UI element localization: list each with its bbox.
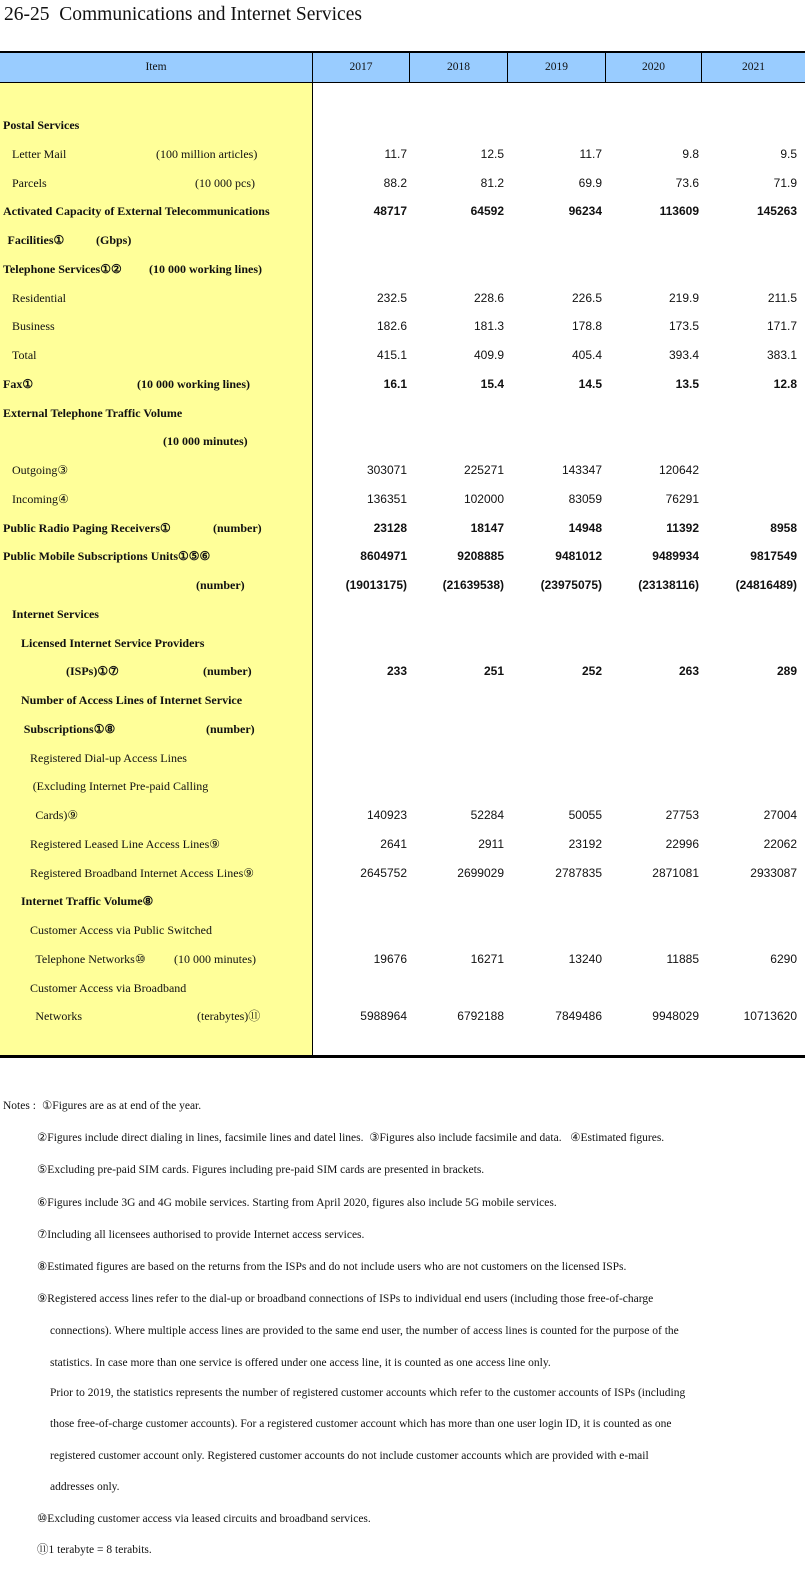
cell-2019: 9481012: [555, 549, 602, 564]
table-row: [0, 259, 805, 279]
cell-2020: 393.4: [668, 348, 699, 362]
cell-2018: 251: [483, 664, 504, 679]
row-label: Total: [12, 348, 37, 362]
cell-2021: 383.1: [766, 348, 797, 362]
cell-2021: 211.5: [767, 290, 797, 305]
table-row: [0, 288, 805, 308]
table-row: [0, 518, 805, 538]
cell-2019: 405.4: [571, 348, 602, 362]
header-year-2021: 2021: [742, 61, 765, 73]
cell-2020: 73.6: [675, 175, 699, 190]
cell-2018: 12.5: [480, 146, 504, 161]
table-row: [0, 374, 805, 394]
note-line: those free-of-charge customer accounts). For a registered customer account which has more than one user login ID, it is counted as one: [50, 1418, 672, 1430]
row-label: Activated Capacity of External Telecommunications: [3, 204, 270, 219]
note-line: ⑦Including all licensees authorised to provide Internet access services.: [37, 1229, 365, 1241]
cell-2021: 27004: [763, 808, 797, 822]
table-row: [0, 115, 805, 135]
table-row: [0, 978, 805, 998]
row-label: Subscriptions①⑧: [23, 721, 116, 736]
row-label: Registered Leased Line Access Lines⑨: [30, 836, 221, 851]
row-label: Telephone Networks⑩: [35, 951, 146, 966]
note-line: ⑥Figures include 3G and 4G mobile services. Starting from April 2020, figures also include 5G mobile services.: [37, 1197, 557, 1209]
cell-2017: 233: [386, 664, 407, 679]
cell-2021: 6290: [770, 951, 797, 966]
table-row: [0, 144, 805, 164]
row-label: Internet Traffic Volume⑧: [21, 894, 154, 909]
cell-2020: 27753: [665, 808, 699, 822]
table-row: [0, 431, 805, 451]
cell-2019: (23975075): [540, 578, 602, 592]
note-line: Prior to 2019, the statistics represents the number of registered customer accounts which refer to the customer accounts of ISPs (including: [50, 1387, 686, 1399]
table-row: [0, 460, 805, 480]
cell-2020: 11392: [666, 520, 699, 535]
page-title: 26-25 Communications and Internet Services: [4, 4, 362, 25]
header-year-2018: 2018: [447, 61, 470, 73]
table-row: [0, 805, 805, 825]
row-label: Number of Access Lines of Internet Service: [21, 693, 243, 707]
cell-2017: 8604971: [360, 549, 407, 564]
table-row: [0, 345, 805, 365]
row-unit: (10 000 working lines): [137, 376, 251, 391]
header-year-2020: 2020: [642, 61, 665, 73]
cell-2020: 173.5: [668, 319, 699, 334]
row-unit: (number): [206, 721, 255, 736]
table-row: [0, 489, 805, 509]
header-divider: [0, 82, 805, 83]
table-row: [0, 863, 805, 883]
cell-2018: 225271: [463, 463, 504, 477]
cell-2020: 13.5: [675, 376, 699, 391]
cell-2017: (19013175): [345, 578, 407, 592]
row-label: Customer Access via Broadband: [30, 980, 187, 995]
table-row: [0, 690, 805, 710]
row-label: Internet Services: [12, 606, 99, 621]
cell-2017: 182.6: [376, 319, 407, 334]
cell-2017: 88.2: [383, 175, 407, 190]
cell-2019: 13240: [568, 951, 602, 966]
row-unit: (10 000 minutes): [163, 434, 248, 449]
table-row: [0, 173, 805, 193]
header-divider-2021: [701, 53, 702, 83]
cell-2021: 12.8: [773, 376, 797, 391]
cell-2019: 96234: [568, 204, 602, 219]
row-label: Public Radio Paging Receivers①: [3, 520, 171, 535]
row-label: Licensed Internet Service Providers: [21, 635, 205, 650]
row-label: Registered Broadband Internet Access Lines⑨: [30, 865, 255, 880]
row-label: Public Mobile Subscriptions Units①⑤⑥: [3, 549, 211, 564]
note-line: addresses only.: [50, 1481, 120, 1493]
cell-2019: 23192: [568, 836, 602, 851]
cell-2017: 415.1: [376, 348, 407, 362]
table-row: [0, 748, 805, 768]
header-divider-2019: [507, 53, 508, 83]
row-unit: (10 000 minutes): [174, 951, 256, 966]
cell-2020: 263: [678, 664, 699, 679]
cell-2020: 9948029: [652, 1009, 699, 1024]
cell-2018: 15.4: [480, 376, 504, 391]
row-label: Incoming④: [12, 491, 69, 506]
cell-2020: 113609: [659, 204, 699, 219]
table-row: [0, 891, 805, 911]
cell-2021: (24816489): [735, 578, 797, 592]
cell-2019: 252: [581, 664, 602, 679]
table-row: [0, 546, 805, 566]
cell-2021: 8958: [770, 520, 797, 535]
cell-2021: 22062: [763, 836, 797, 851]
cell-2019: 178.8: [571, 319, 602, 334]
table-row: [0, 604, 805, 624]
row-label: External Telephone Traffic Volume: [3, 405, 183, 420]
cell-2020: 11885: [666, 951, 699, 966]
row-label: Parcels: [12, 175, 47, 190]
cell-2017: 140923: [366, 808, 407, 822]
header-year-2017: 2017: [349, 61, 373, 73]
row-label: Business: [12, 319, 55, 334]
table-row: [0, 719, 805, 739]
cell-2021: 289: [776, 664, 797, 679]
cell-2019: 14.5: [578, 376, 602, 391]
table-row: [0, 834, 805, 854]
row-label: Customer Access via Public Switched: [30, 923, 212, 937]
note-line: ⑧Estimated figures are based on the returns from the ISPs and do not include users who are not customers on the licensed ISPs.: [37, 1261, 627, 1273]
table-row: [0, 575, 805, 595]
row-label: Letter Mail: [12, 146, 67, 161]
cell-2018: 228.6: [473, 290, 504, 305]
row-label: (Excluding Internet Pre-paid Calling: [32, 779, 209, 794]
cell-2018: 102000: [463, 491, 504, 506]
row-label: Registered Dial-up Access Lines: [30, 750, 187, 765]
cell-2019: 69.9: [578, 175, 602, 190]
note-line: connections). Where multiple access lines are provided to the same end user, the number of access lines is counted for the purpose of the: [50, 1325, 679, 1337]
note-line: ⑩Excluding customer access via leased circuits and broadband services.: [37, 1513, 371, 1525]
cell-2019: 7849486: [555, 1009, 602, 1024]
note-line: ②Figures include direct dialing in lines, facsimile lines and datel lines. ③Figures also include facsimile and data. ④Estimated figures.: [37, 1132, 665, 1144]
table-row: [0, 201, 805, 221]
cell-2021: 9.5: [780, 146, 797, 161]
table-row: [0, 949, 805, 969]
note-line: ①Figures are as at end of the year.: [42, 1100, 202, 1112]
cell-2017: 136351: [366, 491, 407, 506]
row-unit: (terabytes)⑪: [197, 1009, 261, 1024]
note-line: ⑪1 terabyte = 8 terabits.: [37, 1544, 152, 1556]
cell-2018: (21639538): [442, 578, 504, 592]
row-label: Networks: [35, 1009, 83, 1024]
table-header: [0, 53, 805, 82]
row-label: Fax①: [3, 376, 34, 391]
cell-2017: 11.7: [384, 146, 407, 161]
note-line: ⑨Registered access lines refer to the dial-up or broadband connections of ISPs to individual end users (including those free-of-charge: [37, 1293, 654, 1305]
cell-2018: 81.2: [480, 175, 504, 190]
table-row: [0, 1006, 805, 1026]
cell-2020: 219.9: [668, 290, 699, 305]
note-line: statistics. In case more than one service is offered under one access line, it is counted as one access line only.: [50, 1357, 551, 1369]
cell-2018: 409.9: [473, 348, 504, 362]
cell-2021: 145263: [756, 204, 797, 219]
cell-2018: 2699029: [457, 865, 504, 880]
cell-2019: 11.7: [579, 146, 602, 161]
row-label: (ISPs)①⑦: [66, 664, 119, 679]
cell-2020: 9489934: [652, 549, 699, 564]
row-label: Postal Services: [3, 118, 80, 132]
cell-2017: 23128: [373, 520, 407, 535]
cell-2017: 2645752: [360, 865, 407, 880]
cell-2021: 9817549: [750, 549, 797, 564]
cell-2019: 83059: [568, 491, 602, 506]
cell-2020: (23138116): [638, 578, 699, 592]
cell-2019: 2787835: [555, 865, 602, 880]
notes-prefix: Notes :: [3, 1100, 39, 1112]
row-label: Cards)⑨: [35, 808, 79, 822]
row-unit: (number): [213, 520, 262, 535]
cell-2017: 2641: [380, 836, 407, 851]
cell-2018: 181.3: [473, 319, 504, 334]
header-divider-2018: [409, 53, 410, 83]
header-item: Item: [145, 61, 167, 73]
table-row: [0, 633, 805, 653]
row-unit: (number): [203, 664, 252, 679]
row-unit: (number): [196, 578, 245, 592]
row-unit: (10 000 working lines): [149, 261, 263, 276]
cell-2018: 6792188: [457, 1009, 504, 1024]
statistics-table: [0, 51, 805, 1058]
row-unit: (10 000 pcs): [195, 175, 255, 190]
cell-2017: 5988964: [360, 1009, 407, 1024]
table-row: [0, 403, 805, 423]
cell-2019: 143347: [561, 463, 602, 477]
cell-2018: 18147: [470, 520, 504, 535]
table-bottom-border: [0, 1055, 805, 1058]
table-row: [0, 316, 805, 336]
header-year-2019: 2019: [545, 61, 568, 73]
row-label: Facilities①: [7, 233, 65, 247]
cell-2019: 50055: [568, 808, 602, 822]
row-unit: (Gbps): [96, 233, 132, 247]
row-unit: (100 million articles): [156, 146, 258, 161]
row-label: Residential: [12, 290, 66, 305]
note-line: ⑤Excluding pre-paid SIM cards. Figures including pre-paid SIM cards are presented in brackets.: [37, 1164, 485, 1176]
cell-2020: 22996: [665, 836, 699, 851]
cell-2017: 232.5: [376, 290, 407, 305]
cell-2020: 9.8: [682, 146, 699, 161]
table-row: [0, 230, 805, 250]
table-row: [0, 776, 805, 796]
cell-2019: 226.5: [571, 290, 602, 305]
cell-2017: 48717: [373, 204, 407, 219]
cell-2018: 52284: [470, 808, 504, 822]
cell-2017: 16.1: [383, 376, 407, 391]
cell-2017: 303071: [366, 463, 407, 477]
cell-2018: 64592: [470, 204, 504, 219]
table-row: [0, 920, 805, 940]
cell-2021: 71.9: [773, 175, 797, 190]
cell-2018: 9208885: [457, 549, 504, 564]
row-label: Telephone Services①②: [3, 261, 122, 276]
row-label: Outgoing③: [12, 463, 69, 477]
cell-2021: 2933087: [750, 865, 797, 880]
cell-2018: 2911: [478, 836, 504, 851]
cell-2018: 16271: [470, 951, 504, 966]
table-top-border: [0, 51, 805, 53]
cell-2020: 2871081: [652, 865, 699, 880]
cell-2017: 19676: [373, 951, 407, 966]
cell-2021: 10713620: [743, 1009, 797, 1024]
cell-2020: 76291: [665, 491, 699, 506]
header-divider-2020: [605, 53, 606, 83]
note-line: registered customer account only. Registered customer accounts do not include customer accounts which are provided with e-mail: [50, 1450, 649, 1462]
cell-2021: 171.7: [766, 319, 797, 334]
cell-2020: 120642: [658, 463, 699, 477]
table-row: [0, 661, 805, 681]
cell-2019: 14948: [568, 520, 602, 535]
